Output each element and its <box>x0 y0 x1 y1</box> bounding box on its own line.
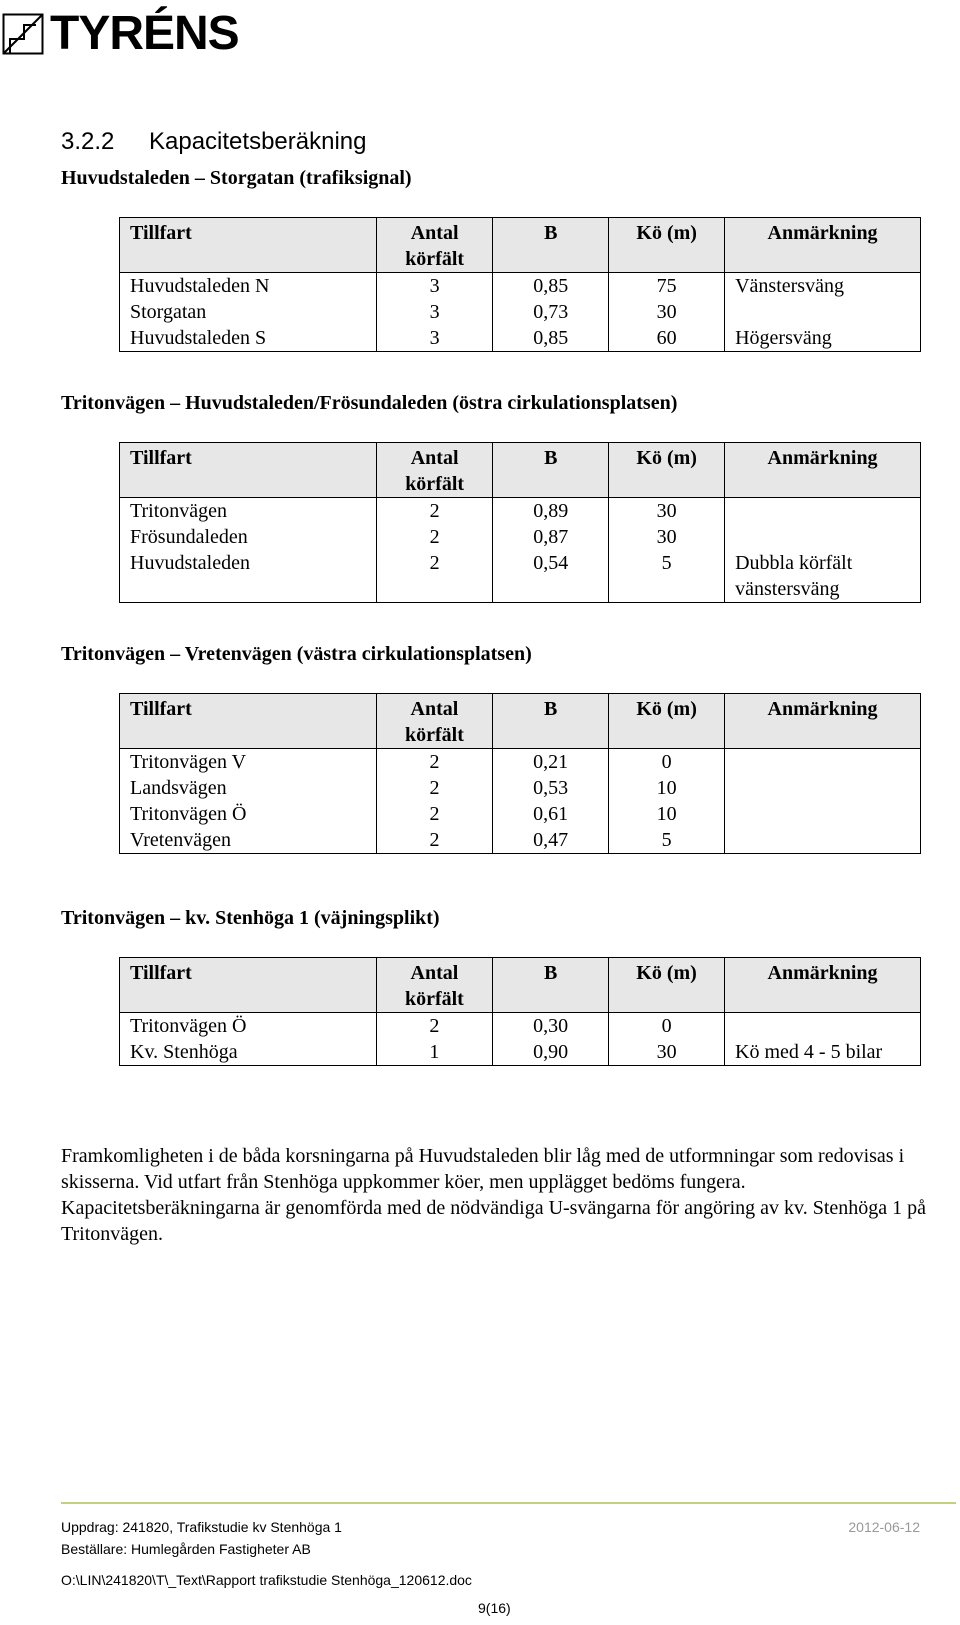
table-cell: 2 <box>376 749 492 776</box>
section-heading <box>61 128 366 156</box>
table-cell <box>725 498 921 525</box>
table-cell: 0,61 <box>493 801 609 827</box>
table-cell <box>725 1013 921 1040</box>
table-cell: 0,73 <box>493 299 609 325</box>
tyrens-logo-icon <box>2 13 44 55</box>
table-cell: Högersväng <box>725 325 921 352</box>
table-row <box>120 273 921 300</box>
section-number: 3.2.2 <box>61 128 115 155</box>
table-cell: 0,87 <box>493 524 609 550</box>
table-cell: Landsvägen <box>120 775 377 801</box>
table-cell: 2 <box>376 498 492 525</box>
table-title: Tritonvägen – kv. Stenhöga 1 (väjningsplikt) <box>61 907 440 929</box>
table-cell: 2 <box>376 524 492 550</box>
table-row <box>120 299 921 325</box>
logo-text: TYRÉNS <box>50 7 239 60</box>
table-cell: 0,53 <box>493 775 609 801</box>
column-header: Tillfart <box>120 958 377 1013</box>
table-cell: 5 <box>609 827 725 854</box>
table-cell: 0 <box>609 749 725 776</box>
table-cell: 30 <box>609 1039 725 1066</box>
table-cell: 1 <box>376 1039 492 1066</box>
table-cell: 0,89 <box>493 498 609 525</box>
section-title: Kapacitetsberäkning <box>149 128 367 155</box>
table-cell: 0 <box>609 1013 725 1040</box>
table-title: Huvudstaleden – Storgatan (trafiksignal) <box>61 167 412 189</box>
table-cell: Kö med 4 - 5 bilar <box>725 1039 921 1066</box>
column-header: Anmärkning <box>725 218 921 273</box>
footer-divider <box>61 1502 956 1504</box>
table-header-row <box>120 218 921 273</box>
column-header: Tillfart <box>120 443 377 498</box>
table-header-row <box>120 443 921 498</box>
capacity-table <box>119 442 921 603</box>
table-cell: 0,21 <box>493 749 609 776</box>
column-header: Kö (m) <box>609 443 725 498</box>
table-row <box>120 749 921 776</box>
table-cell: 3 <box>376 273 492 300</box>
column-header: B <box>493 443 609 498</box>
column-header: Antal körfält <box>376 958 492 1013</box>
column-header: Kö (m) <box>609 218 725 273</box>
column-header: Anmärkning <box>725 443 921 498</box>
column-header: Kö (m) <box>609 958 725 1013</box>
table-cell: Vänstersväng <box>725 273 921 300</box>
table-cell: Storgatan <box>120 299 377 325</box>
table-cell: 2 <box>376 550 492 603</box>
company-logo <box>2 7 239 60</box>
table-cell <box>725 749 921 776</box>
column-header: Anmärkning <box>725 694 921 749</box>
table-cell <box>725 524 921 550</box>
table-row <box>120 550 921 603</box>
table-cell: 0,54 <box>493 550 609 603</box>
table-row <box>120 1039 921 1066</box>
footer-file-path: O:\LIN\241820\T\_Text\Rapport trafikstudie Stenhöga_120612.doc <box>61 1572 472 1588</box>
table-cell: 0,90 <box>493 1039 609 1066</box>
table-row <box>120 325 921 352</box>
table-cell: Tritonvägen <box>120 498 377 525</box>
capacity-table <box>119 217 921 352</box>
column-header: B <box>493 218 609 273</box>
table-cell: 2 <box>376 827 492 854</box>
column-header: B <box>493 958 609 1013</box>
table-title: Tritonvägen – Vretenvägen (västra cirkulationsplatsen) <box>61 643 532 665</box>
table-cell: 30 <box>609 524 725 550</box>
column-header: Tillfart <box>120 218 377 273</box>
table-cell: 10 <box>609 775 725 801</box>
table-cell: 0,85 <box>493 273 609 300</box>
column-header: Antal körfält <box>376 218 492 273</box>
column-header: Antal körfält <box>376 694 492 749</box>
table-cell: Frösundaleden <box>120 524 377 550</box>
table-row <box>120 775 921 801</box>
column-header: B <box>493 694 609 749</box>
table-cell: Huvudstaleden <box>120 550 377 603</box>
table-row <box>120 498 921 525</box>
table-cell: Tritonvägen Ö <box>120 1013 377 1040</box>
table-cell: 2 <box>376 1013 492 1040</box>
table-row <box>120 524 921 550</box>
column-header: Kö (m) <box>609 694 725 749</box>
table-row <box>120 827 921 854</box>
table-cell: 0,30 <box>493 1013 609 1040</box>
table-cell: Dubbla körfält vänstersväng <box>725 550 921 603</box>
table-cell: 60 <box>609 325 725 352</box>
footer-assignment: Uppdrag: 241820, Trafikstudie kv Stenhöga 1 <box>61 1519 342 1535</box>
table-row <box>120 801 921 827</box>
table-cell: 10 <box>609 801 725 827</box>
footer-client: Beställare: Humlegården Fastigheter AB <box>61 1541 311 1557</box>
column-header: Tillfart <box>120 694 377 749</box>
table-row <box>120 1013 921 1040</box>
table-cell: Huvudstaleden N <box>120 273 377 300</box>
table-cell: 75 <box>609 273 725 300</box>
table-cell <box>725 775 921 801</box>
table-cell: 3 <box>376 325 492 352</box>
table-cell: 0,85 <box>493 325 609 352</box>
table-cell <box>725 801 921 827</box>
table-header-row <box>120 694 921 749</box>
body-paragraph: Framkomligheten i de båda korsningarna på Huvudstaleden blir låg med de utformningar som redovisas i skisserna. Vid utfart från Stenhöga uppkommer köer, men upplägget bedöms fungera. Kapacitetsberäkningarna är genomförda med de nödvändiga U-svängarna för angöring av kv. Stenhöga 1 på Tritonvägen. <box>61 1145 927 1245</box>
table-cell: Tritonvägen Ö <box>120 801 377 827</box>
table-cell: 5 <box>609 550 725 603</box>
table-cell: Tritonvägen V <box>120 749 377 776</box>
page-number: 9(16) <box>478 1600 511 1616</box>
column-header: Antal körfält <box>376 443 492 498</box>
table-cell <box>725 299 921 325</box>
footer-date: 2012-06-12 <box>848 1519 920 1535</box>
table-cell: 3 <box>376 299 492 325</box>
table-cell: Vretenvägen <box>120 827 377 854</box>
table-cell: Huvudstaleden S <box>120 325 377 352</box>
table-cell: 30 <box>609 299 725 325</box>
table-title: Tritonvägen – Huvudstaleden/Frösundaleden (östra cirkulationsplatsen) <box>61 392 678 414</box>
capacity-table <box>119 957 921 1066</box>
table-cell: 0,47 <box>493 827 609 854</box>
table-cell: 2 <box>376 775 492 801</box>
table-cell: 2 <box>376 801 492 827</box>
table-cell <box>725 827 921 854</box>
table-cell: 30 <box>609 498 725 525</box>
table-header-row <box>120 958 921 1013</box>
capacity-table <box>119 693 921 854</box>
table-cell: Kv. Stenhöga <box>120 1039 377 1066</box>
column-header: Anmärkning <box>725 958 921 1013</box>
